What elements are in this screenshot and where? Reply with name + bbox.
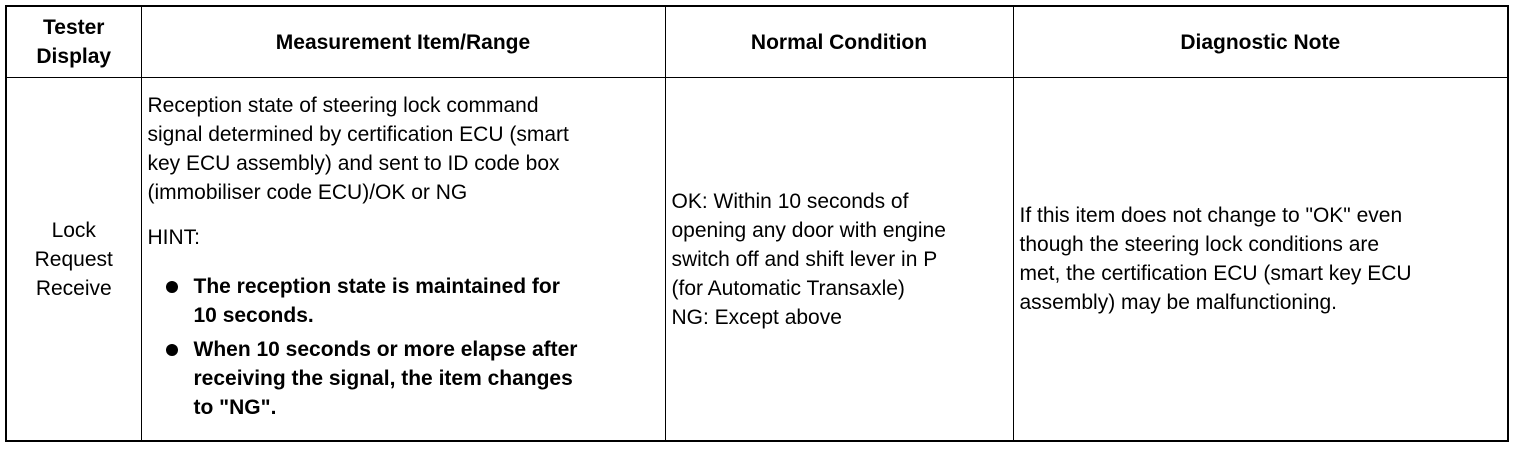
bullet-icon (166, 344, 178, 356)
header-diagnostic-note: Diagnostic Note (1013, 6, 1508, 78)
header-tester-display (6, 6, 141, 78)
tester-display-line: Receive (35, 276, 112, 300)
normal-line: opening any door with engine (671, 218, 946, 242)
hint-list (148, 272, 659, 422)
hint-line: When 10 seconds or more elapse after (193, 338, 578, 361)
normal-line: NG: Except above (671, 305, 842, 329)
measurement-line: (immobiliser code ECU)/OK or NG (147, 181, 468, 204)
tester-display-line: Request (34, 247, 113, 271)
tester-display-line: Lock (51, 218, 96, 242)
measurement-description (148, 91, 659, 207)
diagnostic-table (5, 5, 1509, 442)
header-row (6, 6, 1508, 78)
cell-normal-condition (665, 78, 1013, 442)
diagnostic-table-container (5, 5, 1509, 442)
header-tester-display-line1: Tester (43, 16, 105, 39)
diagnostic-line: assembly) may be malfunctioning. (1019, 291, 1337, 314)
header-measurement: Measurement Item/Range (141, 6, 665, 78)
normal-line: OK: Within 10 seconds of (671, 189, 909, 213)
measurement-line: Reception state of steering lock command (147, 94, 539, 117)
normal-line: (for Automatic Transaxle) (671, 276, 905, 300)
bullet-icon (166, 281, 178, 293)
hint-line: The reception state is maintained for (193, 275, 560, 298)
cell-tester-display (6, 78, 141, 442)
table-row (6, 78, 1508, 442)
cell-diagnostic-note (1013, 78, 1508, 442)
hint-item (148, 335, 659, 422)
normal-line: switch off and shift lever in P (671, 247, 938, 271)
hint-line: to "NG". (193, 396, 277, 419)
diagnostic-line: though the steering lock conditions are (1019, 233, 1380, 256)
measurement-line: signal determined by certification ECU (smart (147, 123, 569, 146)
hint-line: 10 seconds. (193, 304, 314, 327)
header-tester-display-line2: Display (36, 45, 112, 68)
hint-line: receiving the signal, the item changes (193, 367, 573, 390)
cell-measurement (141, 78, 665, 442)
header-normal-condition: Normal Condition (665, 6, 1013, 78)
hint-label: HINT: (147, 226, 200, 249)
diagnostic-line: met, the certification ECU (smart key ECU (1019, 262, 1412, 285)
hint-item (148, 272, 659, 330)
diagnostic-line: If this item does not change to "OK" even (1019, 204, 1403, 227)
measurement-line: key ECU assembly) and sent to ID code box (147, 152, 560, 175)
